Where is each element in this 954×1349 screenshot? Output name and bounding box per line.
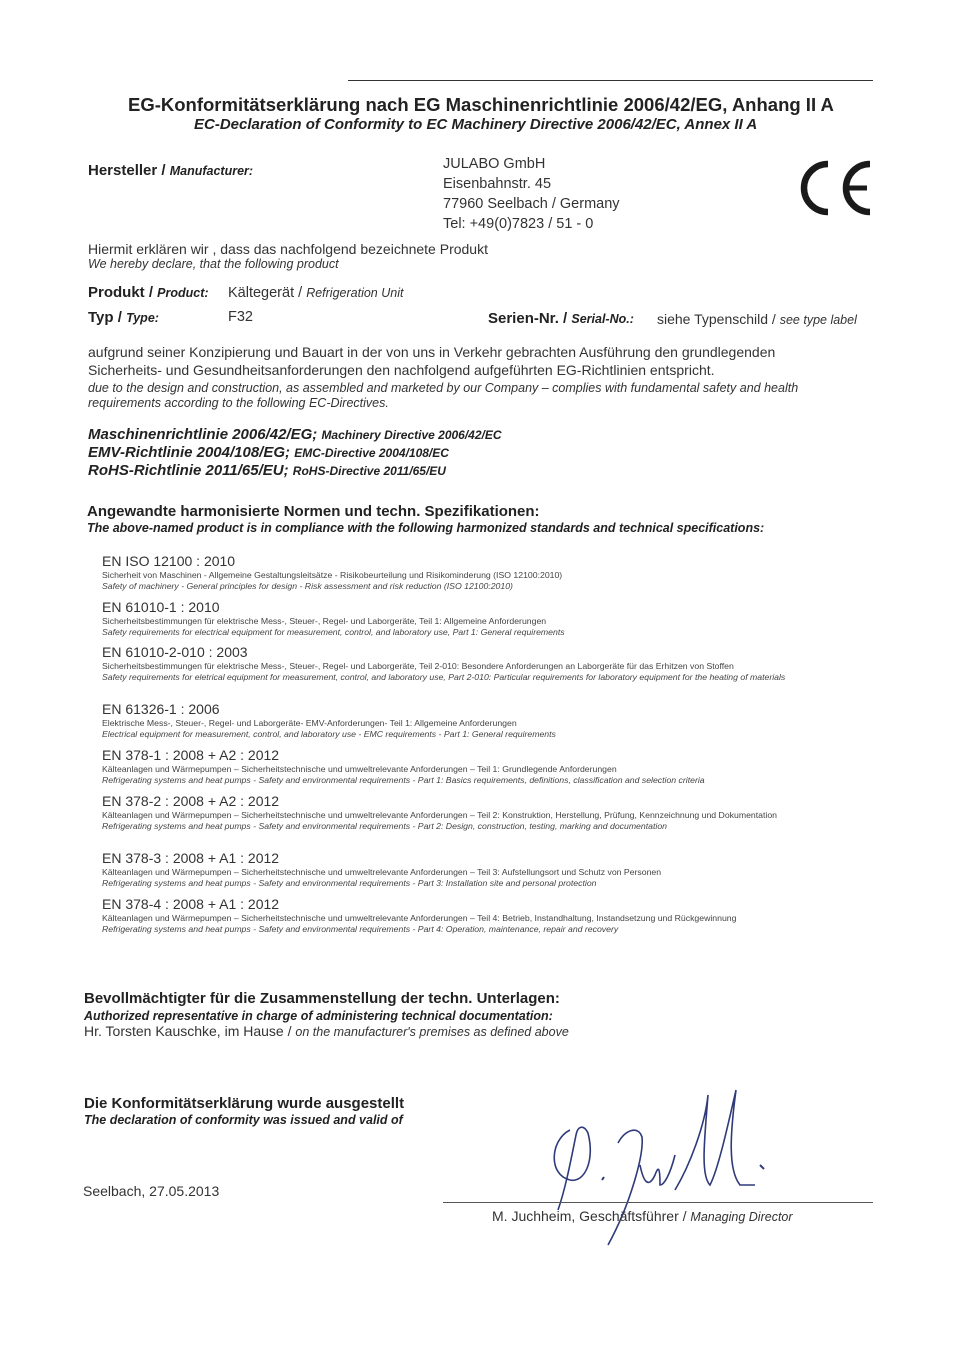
standard-item [102,701,822,740]
manufacturer-label [88,162,253,179]
standard-desc-de: Sicherheitsbestimmungen für elektrische Mess-, Steuer-, Regel- und Laborgeräte, Teil 2-010: Besondere Anforderungen an Laborgeräte für das Erhitzen von Stoffen [102,661,734,671]
standard-desc-en: Refrigerating systems and heat pumps - Safety and environmental requirements - Part 4: Operation, maintenance, repair and recovery [102,924,619,934]
ce-mark-icon [795,158,875,218]
declare-en: We hereby declare, that the following product [88,257,339,271]
title-en: EC-Declaration of Conformity to EC Machinery Directive 2006/42/EC, Annex II A [194,116,758,133]
standard-desc-en: Safety requirements for eletrical equipment for measurement, control, and laboratory use, Part 2-010: Particular requirements for laboratory equipment for the heating of materials [102,672,786,682]
type-label [88,309,159,326]
standard-name: EN 61010-2-010 : 2003 [102,644,248,660]
serial-value-de: siehe Typenschild / [657,311,780,327]
directive-de: RoHS-Richtlinie 2011/65/EU; [88,462,293,479]
standard-item [102,793,822,832]
standard-desc-en: Safety requirements for electrical equipment for measurement, control, and laboratory use, Part 1: General requirements [102,627,565,637]
standard-name: EN 61010-1 : 2010 [102,599,220,615]
compliance-de: aufgrund seiner Konzipierung und Bauart in der von uns in Verkehr gebrachten Ausführung den grundlegenden Sicherheits- und Gesundheitsanforderungen den nachfolgend aufgeführten EG-Richtlinien entspricht. [88,344,776,378]
type-label-en: Type: [126,311,159,325]
signatory [492,1208,793,1224]
standard-desc-de: Sicherheit von Maschinen - Allgemeine Gestaltungsleitsätze - Risikobeurteilung und Risikominderung (ISO 12100:2010) [102,570,563,580]
serial-label [488,310,634,327]
standard-name: EN ISO 12100 : 2010 [102,553,236,569]
standard-desc-en: Electrical equipment for measurement, control, and laboratory use - EMC requirements - Part 1: General requirements [102,729,556,739]
signature-line [443,1202,873,1203]
standard-name: EN 378-3 : 2008 + A1 : 2012 [102,850,280,866]
product-value [228,285,403,301]
directive-en: Machinery Directive 2006/42/EC [321,428,502,442]
directives-list [88,426,502,480]
representative-name-de: Hr. Torsten Kauschke, im Hause / [84,1023,296,1039]
standard-desc-en: Safety of machinery - General principles for design - Risk assessment and risk reduction (ISO 12100:2010) [102,581,513,591]
representative-heading-en: Authorized representative in charge of administering technical documentation: [84,1009,553,1023]
standard-name: EN 378-4 : 2008 + A1 : 2012 [102,896,280,912]
serial-value-en: see type label [779,313,857,327]
manufacturer-label-en: Manufacturer: [169,164,254,178]
directive-item [88,426,502,444]
directive-en: EMC-Directive 2004/108/EC [294,446,449,460]
serial-label-en: Serial-No.: [571,312,634,326]
type-label-de: Typ / [88,309,127,326]
standard-item [102,553,822,592]
standards-heading-en: The above-named product is in compliance with the following harmonized standards and technical specifications: [87,521,765,535]
type-value: F32 [228,309,253,325]
standard-item [102,747,822,786]
standard-name: EN 378-1 : 2008 + A2 : 2012 [102,747,280,763]
signature-icon [540,1085,780,1250]
standard-desc-en: Refrigerating systems and heat pumps - Safety and environmental requirements - Part 3: Installation site and personal protection [102,878,597,888]
standard-name: EN 61326-1 : 2006 [102,701,220,717]
header-rule [348,80,873,81]
standard-item [102,896,822,935]
standard-item [102,644,822,683]
product-label-en: Product: [157,286,209,300]
issued-heading-de: Die Konformitätserklärung wurde ausgestellt [84,1095,405,1112]
standard-desc-de: Kälteanlagen und Wärmepumpen – Sicherheitstechnische und umweltrelevante Anforderungen – Teil 1: Grundlegende Anforderungen [102,764,617,774]
address-line: JULABO GmbH [443,156,546,172]
manufacturer-label-de: Hersteller / [88,162,170,179]
product-label [88,284,209,301]
serial-value [657,311,857,327]
title-de: EG-Konformitätserklärung nach EG Maschinenrichtlinie 2006/42/EG, Anhang II A [128,94,834,115]
product-value-en: Refrigeration Unit [306,286,404,300]
standard-desc-de: Kälteanlagen und Wärmepumpen – Sicherheitstechnische und umweltrelevante Anforderungen – Teil 4: Betrieb, Instandhaltung, Instandsetzung und Rückgewinnung [102,913,737,923]
standard-desc-de: Kälteanlagen und Wärmepumpen – Sicherheitstechnische und umweltrelevante Anforderungen – Teil 2: Konstruktion, Herstellung, Prüfung, Kennzeichnung und Dokumentation [102,810,777,820]
place-date: Seelbach, 27.05.2013 [83,1183,220,1199]
product-value-de: Kältegerät / [228,285,307,301]
declare-de: Hiermit erklären wir , dass das nachfolgend bezeichnete Produkt [88,241,488,257]
directive-de: Maschinenrichtlinie 2006/42/EG; [88,426,322,443]
serial-label-de: Serien-Nr. / [488,310,572,327]
directive-de: EMV-Richtlinie 2004/108/EG; [88,444,295,461]
directive-item [88,444,502,462]
product-label-de: Produkt / [88,284,158,301]
signatory-name: M. Juchheim, Geschäftsführer / [492,1208,691,1224]
standard-desc-en: Refrigerating systems and heat pumps - Safety and environmental requirements - Part 2: Design, construction, testing, marking and documentation [102,821,667,831]
address-line: Tel: +49(0)7823 / 51 - 0 [443,216,594,232]
address-line: Eisenbahnstr. 45 [443,176,552,192]
standards-heading-de: Angewandte harmonisierte Normen und techn. Spezifikationen: [87,503,540,520]
compliance-en: due to the design and construction, as assembled and marketed by our Company – complies with fundamental safety and health requirements according to the following EC-Directives. [88,381,799,410]
standard-desc-de: Sicherheitsbestimmungen für elektrische Mess-, Steuer-, Regel- und Laborgeräte, Teil 1: Allgemeine Anforderungen [102,616,547,626]
representative-name-en: on the manufacturer's premises as defined above [295,1025,569,1039]
directive-item [88,462,502,480]
representative-name [84,1023,569,1039]
standard-desc-en: Refrigerating systems and heat pumps - Safety and environmental requirements - Part 1: Basics requirements, definitions, classification and selection criteria [102,775,705,785]
directive-en: RoHS-Directive 2011/65/EU [292,464,446,478]
signatory-title: Managing Director [690,1210,793,1224]
standard-name: EN 378-2 : 2008 + A2 : 2012 [102,793,280,809]
address-line: 77960 Seelbach / Germany [443,196,620,212]
standard-item [102,599,822,638]
standard-desc-de: Elektrische Mess-, Steuer-, Regel- und Laborgeräte- EMV-Anforderungen- Teil 1: Allgemeine Anforderungen [102,718,517,728]
manufacturer-address [443,154,620,234]
issued-heading-en: The declaration of conformity was issued and valid of [84,1113,403,1127]
standard-desc-de: Kälteanlagen und Wärmepumpen – Sicherheitstechnische und umweltrelevante Anforderungen – Teil 3: Aufstellungsort und Schutz von Personen [102,867,662,877]
standard-item [102,850,822,889]
representative-heading-de: Bevollmächtigter für die Zusammenstellung der techn. Unterlagen: [84,990,560,1007]
